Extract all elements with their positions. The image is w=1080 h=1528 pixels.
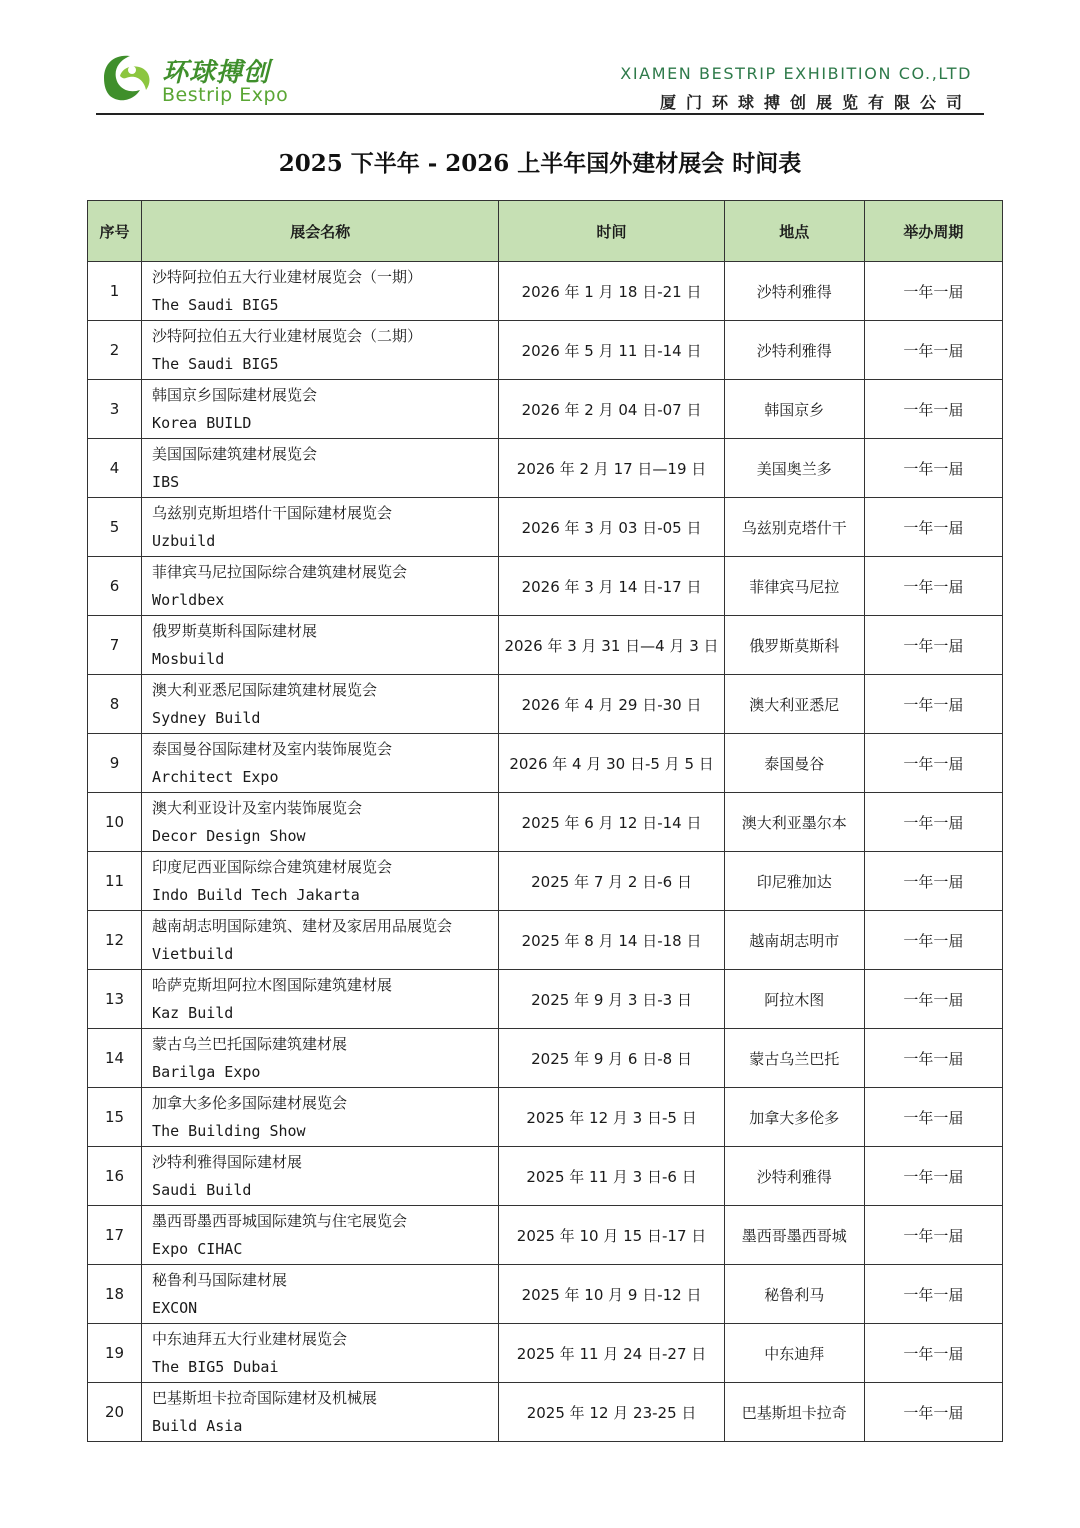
exhibition-name-chinese: 沙特阿拉伯五大行业建材展览会（一期） (152, 268, 423, 286)
table-row (88, 1324, 1003, 1383)
row-index: 7 (88, 616, 142, 675)
exhibition-frequency: 一年一届 (864, 1383, 1002, 1442)
exhibition-time: 2026 年 1 月 18 日-21 日 (499, 262, 724, 321)
logo-english-name: Bestrip Expo (162, 84, 289, 106)
table-row (88, 675, 1003, 734)
row-index: 14 (88, 1029, 142, 1088)
exhibition-frequency: 一年一届 (864, 1088, 1002, 1147)
column-header-time: 时间 (499, 201, 724, 262)
exhibition-location: 墨西哥墨西哥城 (724, 1206, 864, 1265)
row-index: 8 (88, 675, 142, 734)
exhibition-location: 美国奥兰多 (724, 439, 864, 498)
column-header-index: 序号 (88, 201, 142, 262)
table-header-row (88, 201, 1003, 262)
exhibition-name-english: Korea BUILD (152, 414, 252, 432)
exhibition-name-chinese: 秘鲁利马国际建材展 (152, 1271, 288, 1289)
exhibition-name-chinese: 加拿大多伦多国际建材展览会 (152, 1094, 348, 1112)
logo-chinese-name: 环球搏创 (162, 58, 271, 88)
exhibition-location: 印尼雅加达 (724, 852, 864, 911)
exhibition-name-chinese: 乌兹别克斯坦塔什干国际建材展览会 (152, 504, 393, 522)
exhibition-location: 沙特利雅得 (724, 321, 864, 380)
exhibition-location: 澳大利亚悉尼 (724, 675, 864, 734)
exhibition-name-chinese: 菲律宾马尼拉国际综合建筑建材展览会 (152, 563, 408, 581)
table-row (88, 439, 1003, 498)
exhibition-location: 加拿大多伦多 (724, 1088, 864, 1147)
exhibition-time: 2025 年 9 月 6 日-8 日 (499, 1029, 724, 1088)
exhibition-location: 沙特利雅得 (724, 262, 864, 321)
exhibition-name-cell (142, 1206, 499, 1265)
bestrip-logo-icon (96, 48, 156, 108)
exhibition-name-chinese: 澳大利亚设计及室内装饰展览会 (152, 799, 363, 817)
exhibition-name-chinese: 巴基斯坦卡拉奇国际建材及机械展 (152, 1389, 378, 1407)
table-body (88, 262, 1003, 1442)
exhibition-frequency: 一年一届 (864, 734, 1002, 793)
company-logo (96, 44, 306, 112)
exhibition-name-chinese: 俄罗斯莫斯科国际建材展 (152, 622, 318, 640)
exhibition-frequency: 一年一届 (864, 557, 1002, 616)
exhibition-name-english: The Saudi BIG5 (152, 355, 279, 373)
company-name-chinese: 厦门环球搏创展览有限公司 (659, 93, 972, 112)
table-row (88, 911, 1003, 970)
header-divider (96, 113, 984, 115)
table-row (88, 1147, 1003, 1206)
exhibition-time: 2025 年 11 月 24 日-27 日 (499, 1324, 724, 1383)
column-header-location: 地点 (724, 201, 864, 262)
exhibition-name-cell (142, 1147, 499, 1206)
exhibition-time: 2026 年 2 月 17 日—19 日 (499, 439, 724, 498)
row-index: 9 (88, 734, 142, 793)
exhibition-time: 2026 年 2 月 04 日-07 日 (499, 380, 724, 439)
exhibition-time: 2025 年 10 月 15 日-17 日 (499, 1206, 724, 1265)
document-title: 2025 下半年 - 2026 上半年国外建材展会 时间表 (278, 150, 802, 177)
exhibition-frequency: 一年一届 (864, 1029, 1002, 1088)
exhibition-name-cell (142, 911, 499, 970)
table-row (88, 321, 1003, 380)
exhibition-frequency: 一年一届 (864, 970, 1002, 1029)
table-row (88, 616, 1003, 675)
exhibition-name-cell (142, 734, 499, 793)
exhibition-time: 2025 年 9 月 3 日-3 日 (499, 970, 724, 1029)
exhibition-location: 韩国京乡 (724, 380, 864, 439)
exhibition-name-english: Saudi Build (152, 1181, 252, 1199)
exhibition-name-cell (142, 439, 499, 498)
row-index: 4 (88, 439, 142, 498)
exhibition-name-english: The BIG5 Dubai (152, 1358, 279, 1376)
exhibition-name-english: IBS (152, 473, 180, 491)
exhibition-location: 沙特利雅得 (724, 1147, 864, 1206)
table-row (88, 970, 1003, 1029)
exhibition-name-cell (142, 498, 499, 557)
exhibition-frequency: 一年一届 (864, 321, 1002, 380)
exhibition-frequency: 一年一届 (864, 1147, 1002, 1206)
exhibition-location: 秘鲁利马 (724, 1265, 864, 1324)
row-index: 11 (88, 852, 142, 911)
exhibition-time: 2025 年 12 月 3 日-5 日 (499, 1088, 724, 1147)
exhibition-frequency: 一年一届 (864, 380, 1002, 439)
row-index: 3 (88, 380, 142, 439)
row-index: 2 (88, 321, 142, 380)
row-index: 6 (88, 557, 142, 616)
exhibition-name-english: Architect Expo (152, 768, 279, 786)
exhibition-name-english: Decor Design Show (152, 827, 306, 845)
row-index: 5 (88, 498, 142, 557)
exhibition-name-cell (142, 1324, 499, 1383)
exhibition-frequency: 一年一届 (864, 616, 1002, 675)
column-header-name: 展会名称 (142, 201, 499, 262)
exhibition-name-english: Expo CIHAC (152, 1240, 243, 1258)
exhibition-name-english: EXCON (152, 1299, 198, 1317)
row-index: 18 (88, 1265, 142, 1324)
exhibition-location: 蒙古乌兰巴托 (724, 1029, 864, 1088)
exhibition-frequency: 一年一届 (864, 439, 1002, 498)
exhibition-time: 2026 年 3 月 14 日-17 日 (499, 557, 724, 616)
exhibition-time: 2025 年 11 月 3 日-6 日 (499, 1147, 724, 1206)
exhibition-time: 2026 年 4 月 30 日-5 月 5 日 (499, 734, 724, 793)
table-row (88, 262, 1003, 321)
exhibition-frequency: 一年一届 (864, 262, 1002, 321)
exhibition-name-cell (142, 1265, 499, 1324)
row-index: 13 (88, 970, 142, 1029)
row-index: 17 (88, 1206, 142, 1265)
exhibition-schedule-table (87, 200, 1003, 1442)
exhibition-time: 2026 年 4 月 29 日-30 日 (499, 675, 724, 734)
exhibition-name-chinese: 墨西哥墨西哥城国际建筑与住宅展览会 (152, 1212, 408, 1230)
exhibition-location: 中东迪拜 (724, 1324, 864, 1383)
exhibition-name-english: The Saudi BIG5 (152, 296, 279, 314)
exhibition-name-chinese: 越南胡志明国际建筑、建材及家居用品展览会 (152, 917, 453, 935)
exhibition-frequency: 一年一届 (864, 1265, 1002, 1324)
exhibition-name-cell (142, 557, 499, 616)
exhibition-location: 俄罗斯莫斯科 (724, 616, 864, 675)
exhibition-name-english: Vietbuild (152, 945, 234, 963)
table-row (88, 1029, 1003, 1088)
exhibition-location: 越南胡志明市 (724, 911, 864, 970)
exhibition-name-chinese: 印度尼西亚国际综合建筑建材展览会 (152, 858, 393, 876)
exhibition-frequency: 一年一届 (864, 911, 1002, 970)
page-header (96, 44, 984, 116)
exhibition-name-chinese: 蒙古乌兰巴托国际建筑建材展 (152, 1035, 348, 1053)
company-name-english: XIAMEN BESTRIP EXHIBITION CO.,LTD (620, 64, 972, 83)
exhibition-name-cell (142, 321, 499, 380)
exhibition-name-cell (142, 616, 499, 675)
exhibition-location: 菲律宾马尼拉 (724, 557, 864, 616)
row-index: 19 (88, 1324, 142, 1383)
exhibition-name-chinese: 泰国曼谷国际建材及室内装饰展览会 (152, 740, 393, 758)
exhibition-frequency: 一年一届 (864, 852, 1002, 911)
table-row (88, 1206, 1003, 1265)
exhibition-time: 2026 年 3 月 31 日—4 月 3 日 (499, 616, 724, 675)
row-index: 20 (88, 1383, 142, 1442)
table-row (88, 852, 1003, 911)
exhibition-frequency: 一年一届 (864, 793, 1002, 852)
exhibition-name-chinese: 澳大利亚悉尼国际建筑建材展览会 (152, 681, 378, 699)
table-row (88, 1265, 1003, 1324)
exhibition-name-cell (142, 1029, 499, 1088)
exhibition-name-cell (142, 852, 499, 911)
exhibition-time: 2025 年 10 月 9 日-12 日 (499, 1265, 724, 1324)
exhibition-name-cell (142, 970, 499, 1029)
table-row (88, 498, 1003, 557)
column-header-frequency: 举办周期 (864, 201, 1002, 262)
exhibition-name-english: Mosbuild (152, 650, 225, 668)
exhibition-name-cell (142, 1383, 499, 1442)
table-row (88, 734, 1003, 793)
exhibition-name-english: Kaz Build (152, 1004, 234, 1022)
exhibition-location: 泰国曼谷 (724, 734, 864, 793)
exhibition-name-chinese: 中东迪拜五大行业建材展览会 (152, 1330, 348, 1348)
exhibition-time: 2025 年 8 月 14 日-18 日 (499, 911, 724, 970)
exhibition-name-english: Barilga Expo (152, 1063, 261, 1081)
exhibition-name-english: Uzbuild (152, 532, 216, 550)
exhibition-location: 澳大利亚墨尔本 (724, 793, 864, 852)
exhibition-name-chinese: 韩国京乡国际建材展览会 (152, 386, 318, 404)
exhibition-location: 乌兹别克塔什干 (724, 498, 864, 557)
table-row (88, 380, 1003, 439)
exhibition-location: 巴基斯坦卡拉奇 (724, 1383, 864, 1442)
exhibition-name-cell (142, 380, 499, 439)
exhibition-location: 阿拉木图 (724, 970, 864, 1029)
exhibition-frequency: 一年一届 (864, 498, 1002, 557)
table-row (88, 1383, 1003, 1442)
exhibition-name-english: Worldbex (152, 591, 225, 609)
exhibition-frequency: 一年一届 (864, 675, 1002, 734)
exhibition-time: 2026 年 3 月 03 日-05 日 (499, 498, 724, 557)
exhibition-time: 2025 年 6 月 12 日-14 日 (499, 793, 724, 852)
exhibition-name-cell (142, 675, 499, 734)
exhibition-name-english: Sydney Build (152, 709, 261, 727)
table-row (88, 1088, 1003, 1147)
row-index: 10 (88, 793, 142, 852)
exhibition-name-cell (142, 1088, 499, 1147)
row-index: 16 (88, 1147, 142, 1206)
exhibition-name-english: Indo Build Tech Jakarta (152, 886, 360, 904)
row-index: 15 (88, 1088, 142, 1147)
exhibition-name-chinese: 沙特阿拉伯五大行业建材展览会（二期） (152, 327, 423, 345)
exhibition-time: 2025 年 7 月 2 日-6 日 (499, 852, 724, 911)
exhibition-frequency: 一年一届 (864, 1324, 1002, 1383)
table-row (88, 557, 1003, 616)
exhibition-name-english: The Building Show (152, 1122, 306, 1140)
exhibition-time: 2025 年 12 月 23-25 日 (499, 1383, 724, 1442)
exhibition-name-chinese: 美国国际建筑建材展览会 (152, 445, 318, 463)
exhibition-name-english: Build Asia (152, 1417, 243, 1435)
exhibition-frequency: 一年一届 (864, 1206, 1002, 1265)
row-index: 12 (88, 911, 142, 970)
exhibition-name-cell (142, 262, 499, 321)
table-row (88, 793, 1003, 852)
exhibition-name-chinese: 沙特利雅得国际建材展 (152, 1153, 303, 1171)
exhibition-time: 2026 年 5 月 11 日-14 日 (499, 321, 724, 380)
exhibition-name-chinese: 哈萨克斯坦阿拉木图国际建筑建材展 (152, 976, 393, 994)
exhibition-name-cell (142, 793, 499, 852)
row-index: 1 (88, 262, 142, 321)
